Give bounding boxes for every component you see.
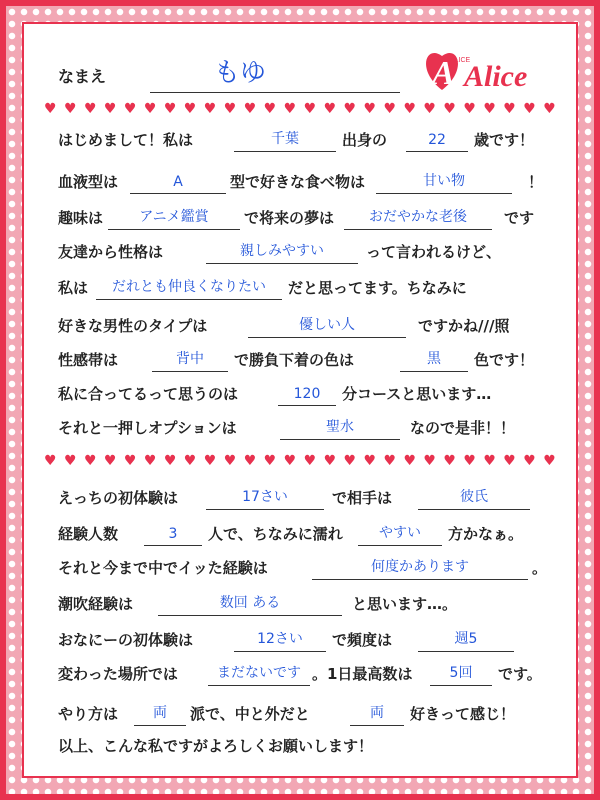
heart-icon: ♥ — [483, 101, 496, 117]
experience-count-field: 3 — [144, 519, 202, 546]
heart-icon: ♥ — [423, 101, 436, 117]
heart-icon: ♥ — [103, 101, 117, 117]
heart-icon: ♥ — [343, 101, 357, 117]
row-hometown-age: はじめまして！私は 千葉 出身の 22 歳です！ — [38, 122, 562, 156]
hearts-divider-top — [44, 102, 556, 116]
heart-icon: ♥ — [383, 101, 397, 117]
frequency-field: 週5 — [418, 625, 514, 652]
heart-icon: ♥ — [123, 453, 137, 469]
heart-icon: ♥ — [283, 101, 297, 117]
heart-icon: ♥ — [403, 453, 416, 469]
row-closing: 以上、こんな私ですがよろしくお願いします！ — [58, 737, 374, 755]
heart-icon: ♥ — [523, 453, 536, 469]
logo-small-text: ALICE — [450, 57, 471, 64]
partner-field: 彼氏 — [418, 483, 530, 510]
heart-icon: ♥ — [183, 453, 197, 469]
logo-text: Alice — [464, 60, 528, 93]
dream-field: おだやかな老後 — [344, 203, 492, 230]
method-field: 両 — [134, 699, 186, 726]
heart-icon: ♥ — [263, 101, 277, 117]
row-method: やり方は 両 派で、中と外だと 両 好きって感じ！ — [38, 696, 562, 730]
heart-icon: ♥ — [143, 101, 157, 117]
heart-icon: ♥ — [283, 453, 297, 469]
row-option: それと一押しオプションは 聖水 なので是非！！ — [38, 410, 562, 444]
heart-icon: ♥ — [343, 453, 357, 469]
row-type: 好きな男性のタイプは 優しい人 ですかね///照 — [38, 308, 562, 342]
heart-icon: ♥ — [263, 453, 277, 469]
heart-icon: ♥ — [63, 453, 77, 469]
heart-icon: ♥ — [223, 453, 237, 469]
heart-icon: ♥ — [483, 453, 496, 469]
heart-icon: ♥ — [443, 453, 456, 469]
heart-icon: ♥ — [103, 453, 117, 469]
heart-icon: ♥ — [363, 453, 377, 469]
ideal-type-field: 優しい人 — [248, 311, 406, 338]
hobby-field: アニメ鑑賞 — [108, 203, 240, 230]
erogenous-zone-field: 背中 — [152, 345, 228, 372]
underwear-color-field: 黒 — [400, 345, 468, 372]
row-first-time: えっちの初体験は 17さい で相手は 彼氏 — [38, 480, 562, 514]
name-underline — [150, 92, 400, 93]
heart-icon: ♥ — [243, 453, 257, 469]
row-wish: 私は だれとも仲良くなりたい だと思ってます。ちなみに — [38, 270, 562, 304]
heart-icon: ♥ — [423, 453, 436, 469]
heart-icon: ♥ — [83, 101, 97, 117]
masturbation-age-field: 12さい — [234, 625, 326, 652]
heart-icon: ♥ — [223, 101, 237, 117]
squirt-field: 数回 ある — [158, 589, 342, 616]
heart-icon: ♥ — [443, 101, 456, 117]
age-field: 22 — [406, 125, 468, 152]
name-value: もゆ — [214, 58, 267, 88]
heart-icon: ♥ — [163, 101, 177, 117]
heart-icon: ♥ — [543, 101, 556, 117]
course-minutes-field: 120 — [278, 379, 336, 406]
heart-icon: ♥ — [503, 453, 516, 469]
heart-icon: ♥ — [523, 101, 536, 117]
wish-field: だれとも仲良くなりたい — [96, 273, 282, 300]
heart-icon: ♥ — [383, 453, 397, 469]
name-label: なまえ — [58, 67, 107, 86]
option-field: 聖水 — [280, 413, 400, 440]
row-erogenous-color: 性感帯は 背中 で勝負下着の色は 黒 色です！ — [38, 342, 562, 376]
heart-icon: ♥ — [503, 101, 516, 117]
daily-max-field: 5回 — [430, 659, 492, 686]
favorite-food-field: 甘い物 — [376, 167, 512, 194]
row-experience-count: 経験人数 3 人で、ちなみに濡れ やすい 方かなぁ。 — [38, 516, 562, 550]
alice-logo — [420, 40, 560, 96]
hometown-field: 千葉 — [234, 125, 336, 152]
heart-icon: ♥ — [123, 101, 137, 117]
heart-icon: ♥ — [463, 453, 476, 469]
heart-icon: ♥ — [163, 453, 177, 469]
blood-type-field: A — [130, 167, 226, 194]
heart-icon: ♥ — [63, 101, 77, 117]
row-personality: 友達から性格は 親しみやすい って言われるけど、 — [38, 234, 562, 268]
heart-icon: ♥ — [183, 101, 197, 117]
row-masturbation: おなにーの初体験は 12さい で頻度は 週5 — [38, 622, 562, 656]
heart-icon: ♥ — [543, 453, 556, 469]
row-squirt: 潮吹経験は 数回 ある と思います…。 — [38, 586, 562, 620]
row-place-count: 変わった場所では まだないです 。1日最高数は 5回 です。 — [38, 656, 562, 690]
unusual-place-field: まだないです — [208, 659, 310, 686]
row-course: 私に合ってるって思うのは 120 分コースと思います… — [38, 376, 562, 410]
inside-outside-field: 両 — [350, 699, 404, 726]
hearts-divider-middle — [44, 454, 556, 468]
heart-icon: ♥ — [303, 453, 317, 469]
heart-icon: ♥ — [363, 101, 377, 117]
heart-icon: ♥ — [463, 101, 476, 117]
heart-icon: ♥ — [203, 453, 217, 469]
heart-icon: ♥ — [243, 101, 257, 117]
climax-field: 何度かあります — [312, 553, 528, 580]
heart-icon: ♥ — [44, 453, 57, 469]
heart-icon: ♥ — [403, 101, 416, 117]
heart-icon: ♥ — [203, 101, 217, 117]
row-blood-food: 血液型は A 型で好きな食べ物は 甘い物 ！ — [38, 164, 562, 198]
personality-field: 親しみやすい — [206, 237, 358, 264]
svg-text:A: A — [432, 55, 455, 92]
heart-icon: ♥ — [44, 101, 57, 117]
row-climax: それと今まで中でイッた経験は 何度かあります 。 — [38, 550, 562, 584]
heart-icon: ♥ — [143, 453, 157, 469]
row-hobby-dream: 趣味は アニメ鑑賞 で将来の夢は おだやかな老後 です — [38, 200, 562, 234]
heart-icon: ♥ — [83, 453, 97, 469]
first-time-age-field: 17さい — [206, 483, 324, 510]
heart-icon: ♥ — [323, 453, 337, 469]
heart-icon: ♥ — [323, 101, 337, 117]
heart-icon: ♥ — [303, 101, 317, 117]
wetness-field: やすい — [358, 519, 442, 546]
